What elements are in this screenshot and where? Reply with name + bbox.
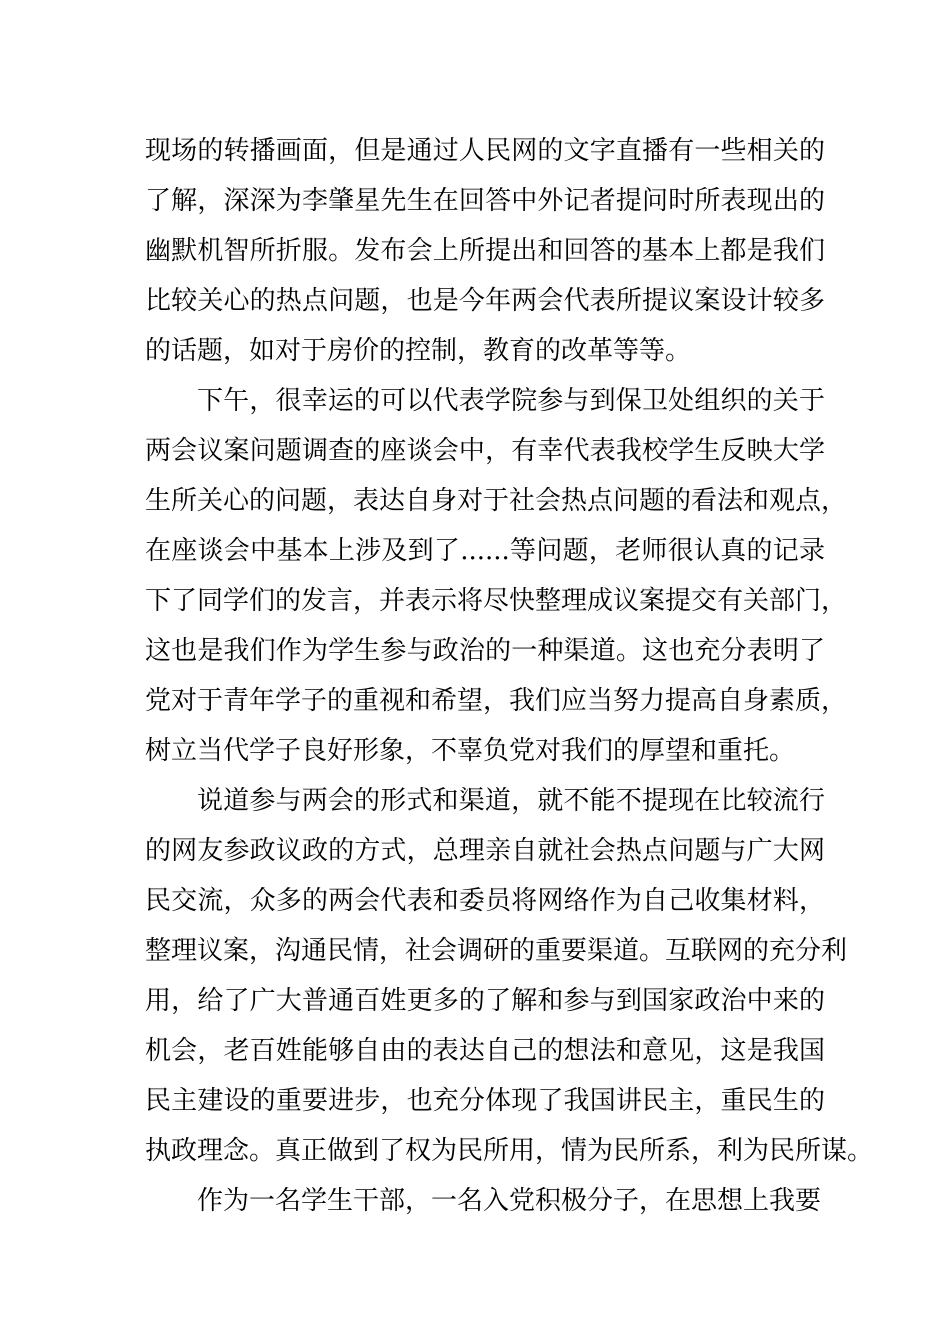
paragraph-line: 执政理念。真正做到了权为民所用，情为民所系，利为民所谋。 bbox=[145, 1136, 874, 1166]
paragraph-line: 民主建设的重要进步，也充分体现了我国讲民主，重民生的 bbox=[145, 1086, 825, 1116]
paragraph-line: 树立当代学子良好形象，不辜负党对我们的厚望和重托。 bbox=[145, 736, 796, 766]
paragraph-line: 在座谈会中基本上涉及到了......等问题，老师很认真的记录 bbox=[145, 536, 825, 566]
paragraph-line: 机会，老百姓能够自由的表达自己的想法和意见，这是我国 bbox=[145, 1036, 825, 1066]
paragraph-line: 生所关心的问题，表达自身对于社会热点问题的看法和观点， bbox=[145, 486, 848, 516]
paragraph-line: 现场的转播画面，但是通过人民网的文字直播有一些相关的 bbox=[145, 136, 825, 166]
paragraph-line: 下午，很幸运的可以代表学院参与到保卫处组织的关于 bbox=[197, 386, 825, 416]
paragraph-line: 了解，深深为李肇星先生在回答中外记者提问时所表现出的 bbox=[145, 186, 825, 216]
paragraph-line: 党对于青年学子的重视和希望，我们应当努力提高自身素质， bbox=[145, 686, 848, 716]
paragraph-line: 下了同学们的发言，并表示将尽快整理成议案提交有关部门， bbox=[145, 586, 848, 616]
paragraph-line: 两会议案问题调查的座谈会中，有幸代表我校学生反映大学 bbox=[145, 436, 825, 466]
paragraph-line: 这也是我们作为学生参与政治的一种渠道。这也充分表明了 bbox=[145, 636, 825, 666]
paragraph-line: 的网友参政议政的方式，总理亲自就社会热点问题与广大网 bbox=[145, 836, 825, 866]
paragraph-line: 用，给了广大普通百姓更多的了解和参与到国家政治中来的 bbox=[145, 986, 825, 1016]
paragraph-line: 说道参与两会的形式和渠道，就不能不提现在比较流行 bbox=[197, 786, 825, 816]
paragraph-line: 民交流，众多的两会代表和委员将网络作为自己收集材料， bbox=[145, 886, 825, 916]
paragraph-line: 幽默机智所折服。发布会上所提出和回答的基本上都是我们 bbox=[145, 236, 825, 266]
paragraph-line: 的话题，如对于房价的控制，教育的改革等等。 bbox=[145, 336, 692, 366]
paragraph-line: 作为一名学生干部，一名入党积极分子，在思想上我要 bbox=[197, 1186, 822, 1216]
paragraph-line: 整理议案，沟通民情，社会调研的重要渠道。互联网的充分利 bbox=[145, 936, 848, 966]
paragraph-line: 比较关心的热点问题，也是今年两会代表所提议案设计较多 bbox=[145, 286, 825, 316]
